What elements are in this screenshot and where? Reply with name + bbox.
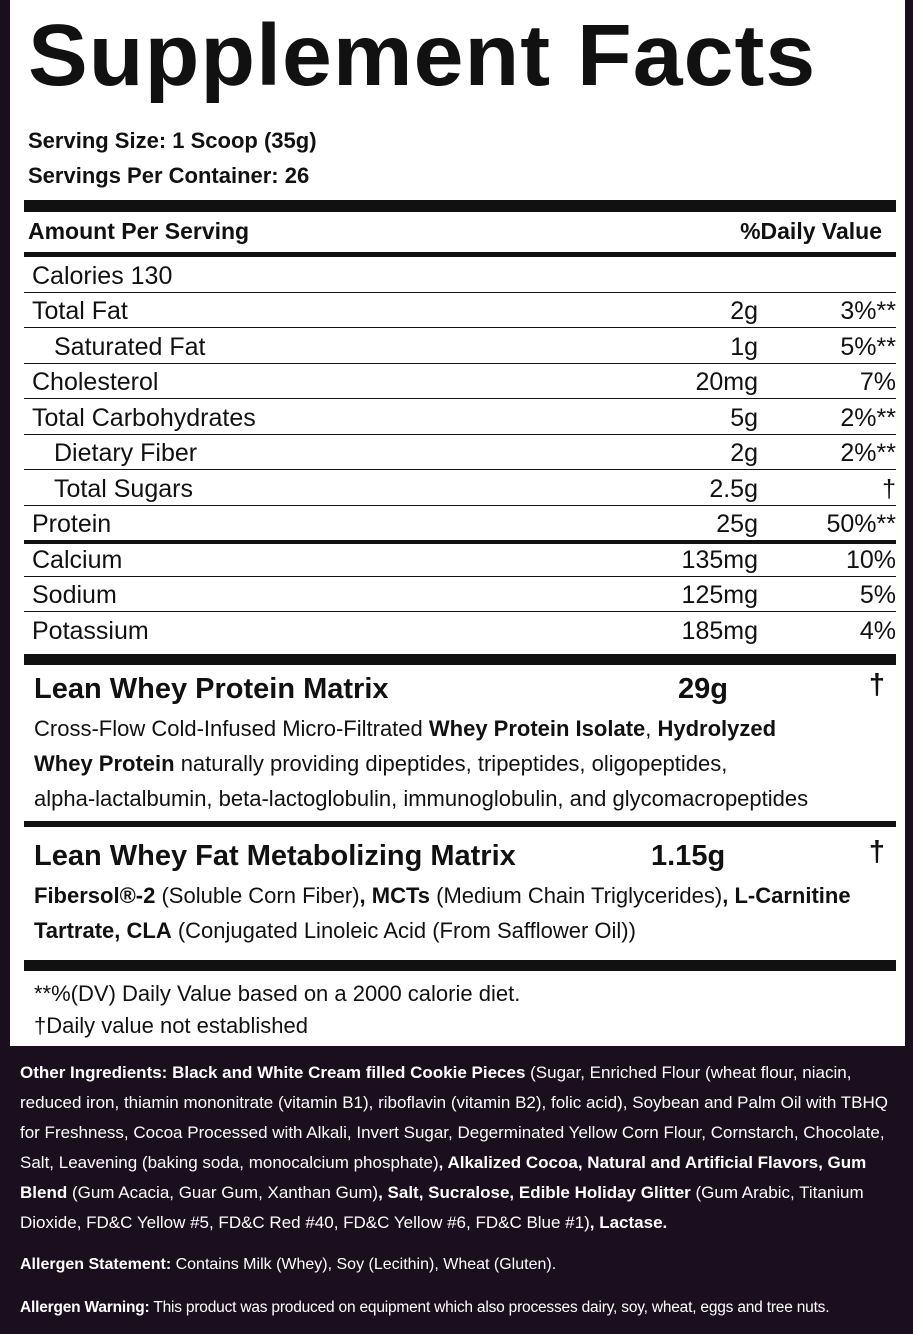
- nutrient-name: Cholesterol: [32, 368, 159, 396]
- nutrient-dv: 4%: [859, 617, 896, 645]
- nutrient-row: [24, 576, 896, 612]
- calories-row: [24, 257, 896, 293]
- nutrient-row: [24, 363, 896, 399]
- nutrient-name: Total Sugars: [54, 475, 193, 503]
- fat-matrix-amount: 1.15g: [651, 840, 726, 872]
- protein-matrix-line-2: Whey Protein naturally providing dipeptides, tripeptides, oligopeptides,: [34, 751, 728, 776]
- thick-divider: [24, 960, 896, 971]
- nutrient-row: [24, 399, 896, 435]
- nutrient-amount: 2g: [730, 297, 758, 325]
- nutrient-dv: 50%**: [826, 510, 896, 538]
- protein-matrix-amount: 29g: [678, 673, 728, 705]
- nutrient-row: [24, 612, 896, 647]
- amount-per-serving-header: Amount Per Serving: [28, 218, 250, 244]
- nutrient-name: Sodium: [32, 581, 117, 609]
- nutrient-name: Total Carbohydrates: [32, 404, 256, 432]
- medium-divider: [24, 821, 896, 827]
- nutrient-amount: 125mg: [681, 581, 758, 609]
- nutrient-dv: 2%**: [840, 439, 896, 467]
- fat-matrix-name: Lean Whey Fat Metabolizing Matrix: [34, 840, 516, 872]
- nutrient-row: [24, 505, 896, 540]
- nutrient-amount: 2g: [730, 439, 758, 467]
- nutrient-row: [24, 434, 896, 470]
- nutrient-row: [24, 328, 896, 364]
- nutrient-amount: 5g: [730, 404, 758, 432]
- nutrient-name: Potassium: [32, 617, 149, 645]
- nutrient-row: [24, 541, 896, 577]
- nutrient-row: [24, 292, 896, 328]
- nutrient-dv: 7%: [859, 368, 896, 396]
- allergen-statement: Allergen Statement: Contains Milk (Whey), Soy (Lecithin), Wheat (Gluten).: [20, 1256, 557, 1273]
- ingredients-section: [0, 1046, 913, 1334]
- nutrient-amount: 1g: [730, 333, 758, 361]
- nutrient-name: Calcium: [32, 546, 123, 574]
- nutrient-name: Dietary Fiber: [54, 439, 198, 467]
- label-title: Supplement Facts: [28, 7, 817, 104]
- thick-divider: [24, 654, 896, 665]
- protein-matrix-description: [34, 711, 894, 816]
- nutrient-amount: 185mg: [681, 617, 758, 645]
- thick-divider: [24, 200, 896, 212]
- nutrient-dv: 5%**: [840, 333, 896, 361]
- calories-label: Calories 130: [32, 262, 173, 290]
- fat-matrix-line-1: Fibersol®-2 (Soluble Corn Fiber), MCTs (Medium Chain Triglycerides), L-Carnitine: [34, 883, 851, 908]
- dagger-footnote: †Daily value not established: [34, 1013, 308, 1038]
- daily-value-header: %Daily Value: [740, 218, 882, 244]
- daily-value-footnote: **%(DV) Daily Value based on a 2000 calorie diet.: [34, 981, 521, 1006]
- allergen-warning: Allergen Warning: This product was produced on equipment which also processes dairy, soy, wheat, eggs and tree nuts.: [20, 1299, 830, 1316]
- nutrient-dv: 2%**: [840, 404, 896, 432]
- servings-per-container: Servings Per Container: 26: [28, 163, 310, 188]
- nutrient-dv: 5%: [859, 581, 896, 609]
- supplement-facts-panel: [10, 0, 905, 1046]
- fat-matrix-line-2: Tartrate, CLA (Conjugated Linoleic Acid (From Safflower Oil)): [34, 918, 636, 943]
- protein-matrix-line-3: alpha-lactalbumin, beta-lactoglobulin, immunoglobulin, and glycomacropeptides: [34, 786, 809, 811]
- fat-matrix-description: [34, 878, 894, 948]
- nutrient-amount: 20mg: [695, 368, 758, 396]
- nutrient-name: Total Fat: [32, 297, 128, 325]
- nutrient-row: [24, 470, 896, 506]
- nutrient-dv: 3%**: [840, 297, 896, 325]
- protein-matrix-dv: †: [868, 669, 885, 701]
- nutrient-amount: 135mg: [681, 546, 758, 574]
- nutrient-amount: 25g: [716, 510, 758, 538]
- nutrient-dv: †: [882, 475, 896, 503]
- nutrient-name: Saturated Fat: [54, 333, 206, 361]
- protein-matrix-name: Lean Whey Protein Matrix: [34, 673, 389, 705]
- serving-size: Serving Size: 1 Scoop (35g): [28, 128, 317, 153]
- nutrient-name: Protein: [32, 510, 112, 538]
- fat-matrix-dv: †: [868, 836, 885, 868]
- other-ingredients: Other Ingredients: Black and White Cream filled Cookie Pieces (Sugar, Enriched Flour (wheat flour, niacin, reduced iron, thiamin mononitrate (vitamin B1), riboflavin (vitamin B2), folic acid), Soybean and Palm Oil with TBHQ for Freshness, Cocoa Processed with Alkali, Invert Sugar, Degerminated Yellow Corn Flour, Cornstarch, Chocolate, Salt, Leavening (baking soda, monocalcium phosphate), Alkalized Cocoa, Natural and Artificial Flavors, Gum Blend (Gum Acacia, Guar Gum, Xanthan Gum), Salt, Sucralose, Edible Holiday Glitter (Gum Arabic, Titanium Dioxide, FD&C Yellow #5, FD&C Red #40, FD&C Yellow #6, FD&C Blue #1), Lactase.: [20, 1063, 888, 1232]
- protein-matrix-line-1: Cross-Flow Cold-Infused Micro-Filtrated Whey Protein Isolate, Hydrolyzed: [34, 716, 777, 741]
- nutrient-amount: 2.5g: [709, 475, 758, 503]
- nutrient-dv: 10%: [845, 546, 896, 574]
